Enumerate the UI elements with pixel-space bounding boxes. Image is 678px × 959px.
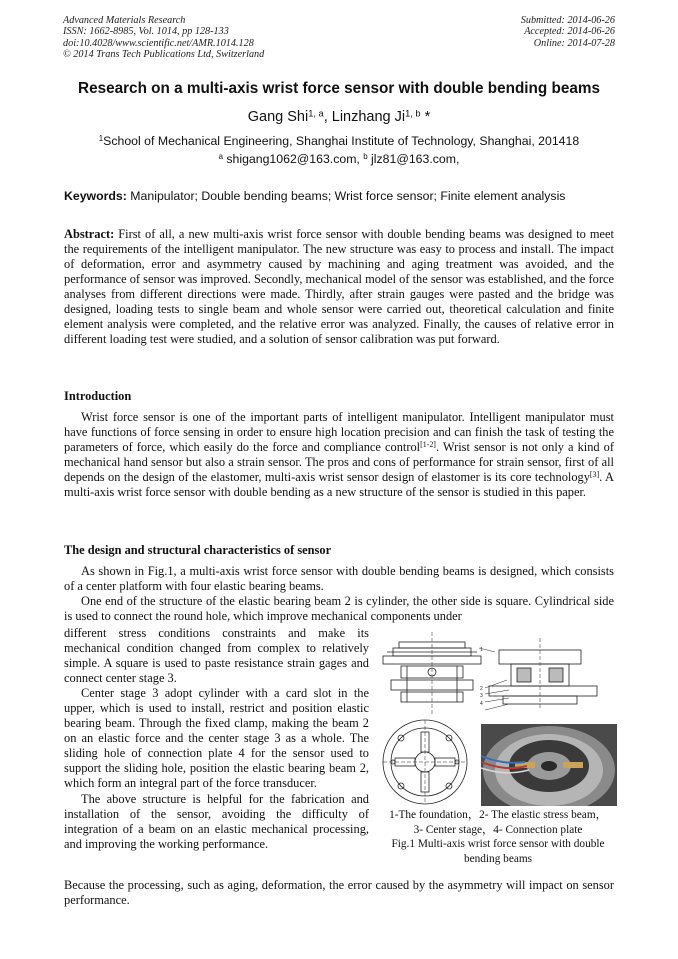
- keywords: [64, 189, 624, 203]
- design-body-bottom: [64, 878, 614, 908]
- top-view-drawing: [383, 720, 467, 804]
- email-b-sup: b: [363, 152, 368, 162]
- figure-legend-line-2: 3- Center stage，4- Connection plate: [413, 823, 583, 836]
- design-paragraph-4-cont: Because the processing, such as aging, deformation, the error caused by the asymmetry will impact on sensor performance.: [64, 878, 614, 908]
- email-a: shigang1062@163.com,: [222, 152, 364, 166]
- corresponding-star: *: [420, 109, 431, 125]
- intro-text-3: . A multi-axis wrist force sensor with double bending as a new structure of the sensor is studied in this paper.: [64, 470, 614, 500]
- abstract-text: First of all, a new multi-axis wrist force sensor with double bending beams was designed to meet the requirements of the intelligent manipulator. The new structure was easy to process and install. The impact of deformation, error and asymmetry caused by machining and aging treatment was avoided, and the performance of sensor was improved. Secondly, mechanical model of the sensor was established, and the force analyses from different directions were made. Thirdly, after strain gauges were pasted and the bridge was designed, loading tests to single beam and whole sensor were carried out, theoretical calculation and finite element analysis were completed, and the relative error was analyzed. Finally, the causes of relative error in different loading test were studied, and a solution of sensor calibration was put forward.: [64, 227, 614, 347]
- figure-caption-text: Fig.1 Multi-axis wrist force sensor with double bending beams: [391, 838, 605, 865]
- figure-legend-line-1: 1-The foundation，2- The elastic stress beam，: [389, 809, 607, 821]
- author-1-sup: 1, a: [308, 108, 324, 119]
- ref-3: [3]: [589, 470, 600, 480]
- callout-2: 2: [480, 686, 483, 692]
- affiliation-sup: 1: [98, 134, 104, 144]
- copyright: © 2014 Trans Tech Publications Ltd, Switzerland: [63, 49, 265, 61]
- intro-text-2: . Wrist sensor is not only a kind of mechanical hand sensor but also a strain sensor. The pros and cons of performance for strain sensor, first of all depends on the design of the elastomer, multi-axis wrist sensor design of elastomer is its core technology: [64, 440, 614, 485]
- design-paragraph-3: Center stage 3 adopt cylinder with a card slot in the upper, which is used to install, restrict and position elastic bearing beam. Through the fixed clamp, making the beam 2 on an elastic force and the center stage 3 as a whole. The sliding hole of connection plate 4 for the sensor used to support the sliding hole, position the elastic bearing beam 2, which form an integral part of the force transducer.: [64, 686, 369, 791]
- design-paragraph-2: One end of the structure of the elastic bearing beam 2 is cylinder, the other side is square. Cylindrical side is used to connect the round hole, which improve mechanical components under: [64, 594, 614, 624]
- email-a-sup: a: [218, 152, 223, 162]
- keywords-text: Manipulator; Double bending beams; Wrist force sensor; Finite element analysis: [126, 189, 566, 203]
- author-separator: ,: [323, 109, 332, 125]
- issn: ISSN: 1662-8985, Vol. 1014, pp 128-133: [63, 26, 229, 38]
- design-paragraph-1: As shown in Fig.1, a multi-axis wrist force sensor with double bending beams is designed, which consists of a center platform with four elastic bearing beams.: [64, 564, 614, 594]
- journal-header: [63, 15, 264, 61]
- callout-1: 1: [480, 647, 483, 653]
- front-view-drawing: [383, 632, 481, 714]
- callout-3: 3: [480, 693, 483, 699]
- figure-1-drawings: [377, 628, 619, 806]
- author-2-sup: 1, b: [405, 108, 421, 119]
- paper-title: Research on a multi-axis wrist force sensor with double bending beams: [78, 80, 600, 97]
- author-1: Gang Shi: [247, 109, 309, 125]
- sensor-photo: [481, 724, 617, 806]
- affiliation: [20, 134, 658, 148]
- email-b: jlz81@163.com,: [367, 152, 460, 166]
- abstract-label: Abstract:: [64, 227, 115, 241]
- design-paragraph-4: The above structure is helpful for the fabrication and installation of the sensor, avoiding the difficulty of integration of a beam on an elastic mechanical processing, and improving the working performance.: [64, 791, 369, 851]
- submitted-date: Submitted: 2014-06-26: [520, 15, 615, 26]
- keywords-label: Keywords:: [64, 189, 127, 203]
- online-date: Online: 2014-07-28: [533, 37, 615, 49]
- section-view-drawing: [479, 638, 597, 710]
- doi: doi:10.4028/www.scientific.net/AMR.1014.128: [63, 37, 254, 49]
- intro-text-1: Wrist force sensor is one of the important parts of intelligent manipulator. Intelligent manipulator must have functions of force sensing in order to ensure high location precision and can finish the task of testing the parameters of force, which easily do the force and compliance control: [64, 410, 614, 455]
- design-body-top: [64, 564, 614, 624]
- design-heading: The design and structural characteristics of sensor: [64, 543, 332, 557]
- design-body-narrow: [64, 626, 369, 852]
- journal-name: Advanced Materials Research: [63, 15, 186, 26]
- accepted-date: Accepted: 2014-06-26: [524, 26, 615, 38]
- introduction-heading: Introduction: [64, 389, 132, 403]
- ref-1-2: [1-2]: [420, 440, 436, 450]
- emails: [20, 152, 658, 166]
- dates-header: [521, 15, 615, 49]
- callout-4: 4: [480, 701, 483, 707]
- design-paragraph-2-cont: different stress conditions constraints and make its mechanical condition changed from complex to relatively simple. A square is used to paste resistance strain gages and connect center stage 3.: [64, 626, 369, 686]
- introduction-body: [64, 410, 614, 500]
- authors: [20, 109, 658, 125]
- author-2: Linzhang Ji: [331, 109, 406, 125]
- figure-1: [377, 628, 619, 811]
- figure-1-caption: [373, 808, 623, 866]
- abstract: [64, 227, 614, 347]
- affiliation-text: School of Mechanical Engineering, Shanghai Institute of Technology, Shanghai, 201418: [103, 134, 580, 148]
